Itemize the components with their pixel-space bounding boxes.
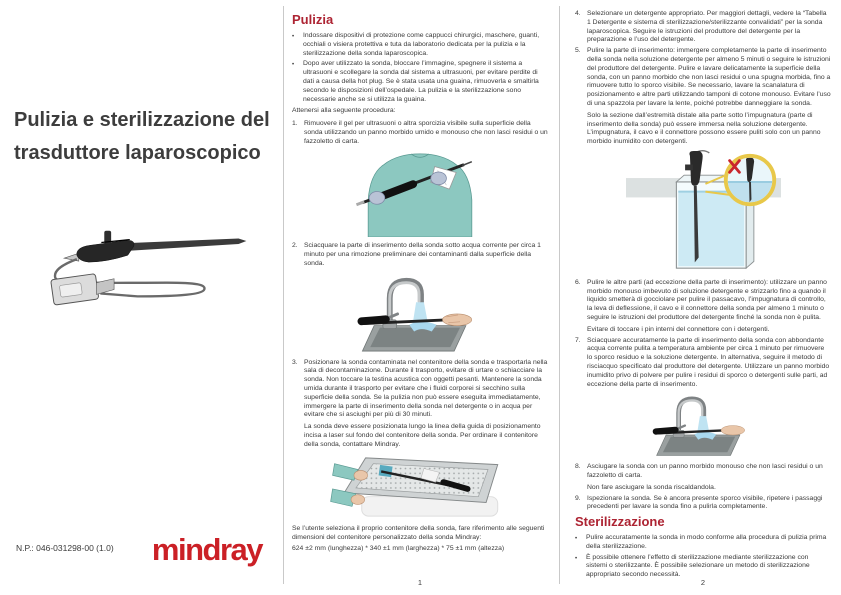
column-divider-right: [559, 6, 560, 584]
step-number: 2.: [292, 242, 298, 250]
wipe-illustration: [292, 149, 548, 241]
step-number: 4.: [575, 10, 581, 17]
page-number: 1: [417, 578, 423, 588]
numbered-step: [575, 279, 831, 335]
numbered-step: [575, 10, 831, 45]
step-text: Solo la sezione dall’estremità distale alla parte sotto l’impugnatura (parte di inserimento della sonda) può essere immersa nella soluzione detergente. L’impugnatura, il cavo e il connettore possono essere puliti solo con un panno morbido inumidito con detergenti.: [587, 111, 821, 146]
part-number: N.P.: 046-031298-00 (1.0): [16, 543, 114, 553]
procedure-intro: Attenersi alla seguente procedura:: [292, 107, 396, 115]
step-number: 7.: [575, 336, 581, 344]
container-note: Se l’utente seleziona il proprio contenitore della sonda, fare riferimento alle seguenti dimensioni del contenitore personalizzato della sonda Mindray:: [292, 525, 545, 542]
tray-drawing: [328, 452, 513, 520]
step-text: Sciacquare accuratamente la parte di inserimento della sonda con abbondante acqua corrente pulita a temperatura ambiente per circa 1 minuto per rimuovere lo sporco residuo e la soluzione detergente. In alternativa, seguire il metodo di risciacquo specificato dal produttore del detergente. Utilizzare un panno morbido inumidito privo di polvere per pulire i residui di sporco o detergenti sulle parti, ad eccezione della parte di inserimento.: [587, 336, 830, 388]
step-number: 6.: [575, 278, 581, 286]
bullet-text: Pulire accuratamente la sonda in modo conforme alla procedura di pulizia prima della sterilizzazione.: [586, 534, 827, 550]
cleaning-column-2: [575, 0, 831, 595]
step-text: Sciacquare la parte di inserimento della sonda sotto acqua corrente per circa 1 minuto per una rimozione preliminare dei contaminanti dalla superficie della sonda.: [304, 242, 541, 267]
section-heading-pulizia: Pulizia: [292, 12, 334, 27]
document-title-line2: trasduttore laparoscopico: [14, 142, 261, 164]
step-text: Ispezionare la sonda. Se è ancora presente sporco visibile, ripetere i passaggi precedenti per lavare la sonda fino a pulirla completamente.: [587, 494, 823, 511]
rinse-illustration-2: [575, 391, 831, 461]
bullet-item: [292, 60, 548, 104]
step-text: Rimuovere il gel per ultrasuoni o altra sporcizia visibile sulla superficie della sonda utilizzando un panno morbido umido e monouso che non lasci residui o un fazzoletto di carta.: [304, 120, 548, 145]
step-text: Evitare di toccare i pin interni del connettore con i detergenti.: [587, 325, 770, 333]
document-title-line1: Pulizia e sterilizzazione del: [14, 109, 270, 131]
section-heading-sterilizzazione: Sterilizzazione: [575, 514, 665, 530]
cleaning-column: [292, 0, 548, 595]
bullet-item: [575, 554, 831, 580]
bullet-text: Indossare dispositivi di protezione come cappucci chirurgici, maschere, guanti, occhiali o visiera protettiva e tuta da laboratorio dedicata per la pulizia e la sterilizzazione della sonda laparoscopica.: [303, 32, 540, 57]
step-text: Pulire la parte di inserimento: immergere completamente la parte di inserimento della sonda nella soluzione detergente per almeno 5 minuti o seguire le istruzioni del produttore del detergente. Pulire e lavare delicatamente la superficie della sonda, con un panno morbido che non lasci residui o una spugna morbida, fino a rimuovere tutto lo sporco visibile. Se necessario, lavare la scanalatura di posizionamento e altre parti utilizzando tamponi di cotone monouso. Evitare l’uso di una spazzola per lavare la lente, poiché potrebbe danneggiare la sonda.: [587, 47, 831, 107]
step-number: 1.: [292, 120, 298, 128]
rinse-drawing: [356, 271, 484, 353]
rinse-illustration: [292, 271, 548, 357]
column-divider-left: [283, 6, 284, 584]
container-dimensions: 624 ±2 mm (lunghezza) * 340 ±1 mm (larghezza) * 75 ±1 mm (altezza): [292, 544, 505, 552]
step-number: 9.: [575, 494, 581, 502]
step-text: Posizionare la sonda contaminata nel contenitore della sonda e trasportarla nella sala di decontaminazione. Durante il trasporto, evitare di urtare o schiacciare la sonda. Non toccare la testina acustica con oggetti pesanti. Mantenere la sonda umida durante il trasporto per evitare che i fluidi corporei si secchino sulla superficie della sonda. Se la pulizia non può essere eseguita immediatamente, immergere la parte di inserimento della sonda nel detergente o in acqua per evitare che si asciughi per più di 30 minuti.: [304, 358, 548, 419]
bullet-text: È possibile ottenere l’effetto di sterilizzazione mediante sterilizzazione con sistemi o sterilizzante. È possibile selezionare un metodo di sterilizzazione appropriato secondo necessità.: [586, 553, 810, 579]
step-text: Pulire le altre parti (ad eccezione della parte di inserimento): utilizzare un panno morbido monouso imbevuto di soluzione detergente e strizzarlo fino a quando il liquido smetterà di gocciolare per pulire il passacavo, l’impugnatura di controllo, la leva di deflessione, il cavo e il connettore della sonda per almeno 1 minuto o seguire le istruzioni del produttore del detergente finché la sonda non è pulita.: [587, 278, 827, 321]
numbered-step: [292, 242, 548, 268]
step-number: 5.: [575, 47, 581, 55]
bullet-item: [575, 534, 831, 552]
cover-panel: [12, 0, 272, 595]
tray-illustration: [292, 452, 548, 524]
step-text: Selezionare un detergente appropriato. Per maggiori dettagli, vedere la “Tabella 1 Detergente e sistema di sterilizzazione/sterilizzante convalidati” per la sonda laparoscopica. Seguire le istruzioni del produttore del detergente per la preparazione e l’uso del detergente.: [587, 10, 827, 44]
numbered-step: [575, 47, 831, 147]
numbered-step: [575, 463, 831, 492]
list-marker: •: [575, 536, 578, 543]
step-text: La sonda deve essere posizionata lungo la linea della guida di posizionamento incisa a laser sul fondo del contenitore della sonda. Per ordinare il contenitore della sonda, contattare Mindray.: [304, 423, 541, 448]
transducer-drawing: [20, 216, 265, 316]
list-marker: •: [575, 555, 578, 562]
wipe-drawing: [345, 149, 495, 237]
bullet-item: [292, 32, 548, 58]
document-title: [14, 104, 272, 170]
bullet-text: Dopo aver utilizzato la sonda, bloccare l’immagine, spegnere il sistema a ultrasuoni e scollegare la sonda dal sistema a ultrasuoni, per evitare perdite di dati a causa della hot plug. Se è stata usata una guaina, rimuoverla e smaltirla secondo le disposizioni dell’ospedale. La pulizia e la sterilizzazione sono necessarie anche se si utilizza la guaina.: [303, 60, 539, 103]
page-number: 2: [700, 578, 706, 588]
step-number: 8.: [575, 463, 581, 471]
transducer-illustration: [12, 216, 272, 321]
list-marker: •: [292, 34, 295, 40]
numbered-step: [292, 359, 548, 450]
rinse-drawing-2: [644, 391, 762, 457]
step-number: 3.: [292, 358, 298, 366]
list-marker: •: [292, 62, 295, 69]
numbered-step: [292, 120, 548, 146]
numbered-step: [575, 495, 831, 513]
soak-illustration: [575, 149, 831, 277]
step-text: Non fare asciugare la sonda riscaldandola.: [587, 483, 716, 491]
step-text: Asciugare la sonda con un panno morbido monouso che non lasci residui o un fazzoletto di carta.: [587, 463, 823, 479]
numbered-step: [575, 337, 831, 390]
soak-drawing: [626, 149, 781, 273]
mindray-logo: mindray: [151, 532, 262, 567]
